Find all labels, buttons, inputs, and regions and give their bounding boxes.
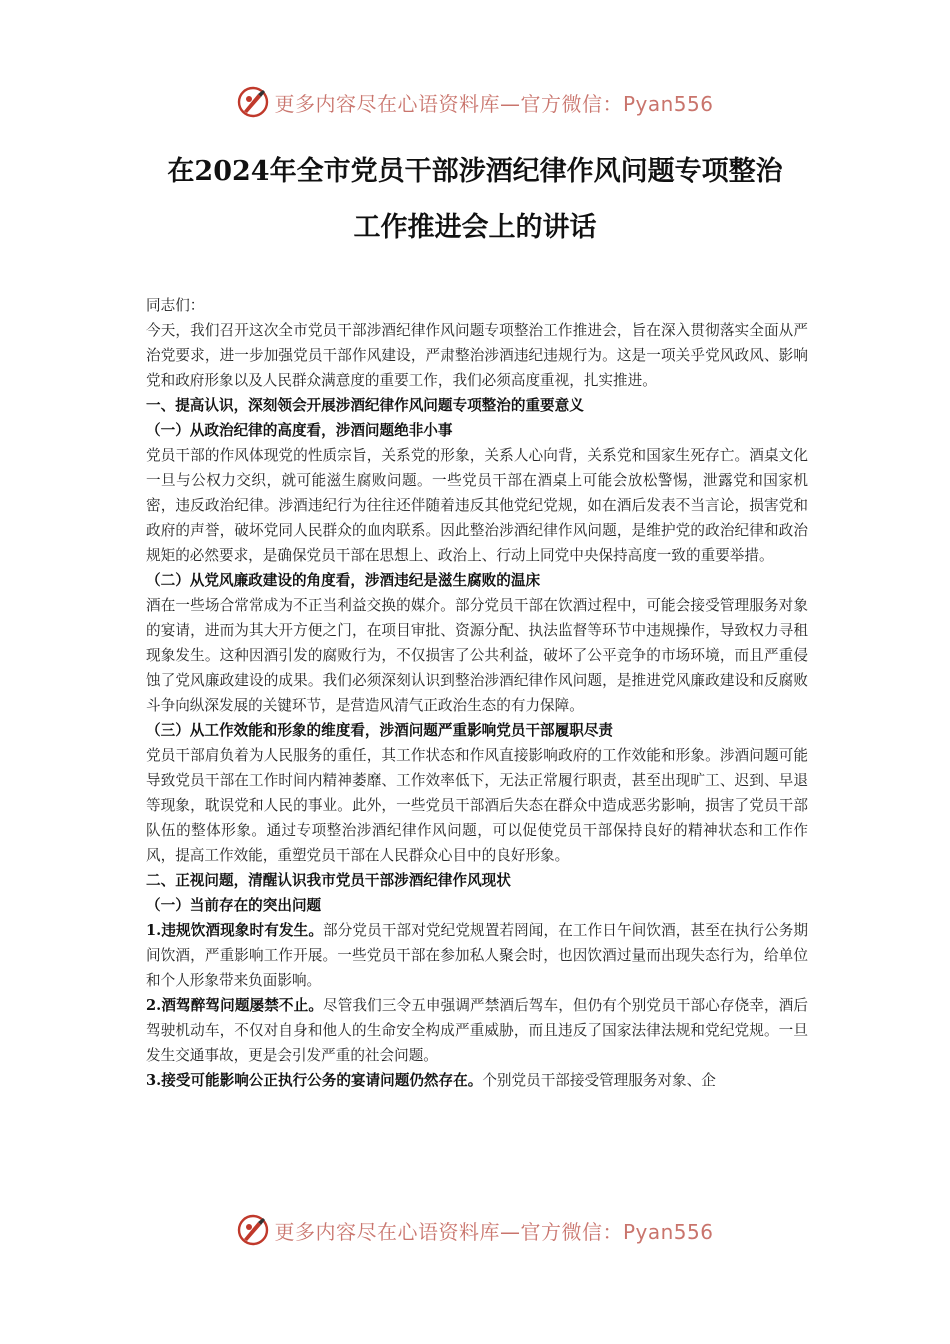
subheading-1-2: （二）从党风廉政建设的角度看，涉酒违纪是滋生腐败的温床 <box>146 572 541 589</box>
list-item-3-text: 个别党员干部接受管理服务对象、企 <box>482 1072 716 1089</box>
subheading-1-3: （三）从工作效能和形象的维度看，涉酒问题严重影响党员干部履职尽责 <box>146 722 614 739</box>
paragraph-1: 党员干部的作风体现党的性质宗旨，关系党的形象，关系人心向背，关系党和国家生死存亡。酒桌文化一旦与公权力交织，就可能滋生腐败问题。一些党员干部在酒桌上可能会放松警惕，泄露党和国家机密，违反政治纪律。涉酒违纪行为往往还伴随着违反其他党纪党规，如在酒后发表不当言论，损害党和政府的声誉，破坏党同人民群众的血肉联系。因此整治涉酒纪律作风问题，是维护党的政治纪律和政治规矩的必然要求，是确保党员干部在思想上、政治上、行动上同党中央保持高度一致的重要举措。 <box>146 447 808 564</box>
list-item-3-lead: 3.接受可能影响公正执行公务的宴请问题仍然存在。 <box>146 1072 483 1089</box>
section-heading-1: 一、提高认识，深刻领会开展涉酒纪律作风问题专项整治的重要意义 <box>146 397 584 414</box>
greeting: 同志们： <box>146 297 205 314</box>
list-item-2-text: 尽管我们三令五申强调严禁酒后驾车，但仍有个别党员干部心存侥幸，酒后驾驶机动车，不仅对自身和他人的生命安全构成严重威胁，而且违反了国家法律法规和党纪党规。一旦发生交通事故，更是会引发严重的社会问题。 <box>146 997 808 1064</box>
title-line-2: 工作推进会上的讲话 <box>353 212 597 243</box>
subheading-2-1: （一）当前存在的突出问题 <box>146 897 322 914</box>
section-heading-2: 二、正视问题，清醒认识我市党员干部涉酒纪律作风现状 <box>146 872 511 889</box>
intro-paragraph: 今天，我们召开这次全市党员干部涉酒纪律作风问题专项整治工作推进会，旨在深入贯彻落实全面从严治党要求，进一步加强党员干部作风建设，严肃整治涉酒违纪违规行为。这是一项关乎党风政风、影响党和政府形象以及人民群众满意度的重要工作，我们必须高度重视，扎实推进。 <box>146 322 808 389</box>
banner-text: 更多内容尽在心语资料库—官方微信：Pyan556 <box>274 1219 714 1244</box>
paragraph-3: 党员干部肩负着为人民服务的重任，其工作状态和作风直接影响政府的工作效能和形象。涉酒问题可能导致党员干部在工作时间内精神萎靡、工作效率低下，无法正常履行职责，甚至出现旷工、迟到、早退等现象，耽误党和人民的事业。此外，一些党员干部酒后失态在群众中造成恶劣影响，损害了党员干部队伍的整体形象。通过专项整治涉酒纪律作风问题，可以促使党员干部保持良好的精神状态和工作作风，提高工作效能，重塑党员干部在人民群众心目中的良好形象。 <box>146 747 808 864</box>
list-item-3 <box>146 1068 808 1093</box>
paragraph-2: 酒在一些场合常常成为不正当利益交换的媒介。部分党员干部在饮酒过程中，可能会接受管理服务对象的宴请，进而为其大开方便之门，在项目审批、资源分配、执法监督等环节中违规操作，导致权力寻租现象发生。这种因酒引发的腐败行为，不仅损害了公共利益，破坏了公平竞争的市场环境，而且严重侵蚀了党风廉政建设的成果。我们必须深刻认识到整治涉酒纪律作风问题，是推进党风廉政建设和反腐败斗争向纵深发展的关键环节，是营造风清气正政治生态的有力保障。 <box>146 597 808 714</box>
list-item-1 <box>146 918 808 993</box>
logo-icon <box>236 85 270 119</box>
footer-banner <box>0 1210 950 1250</box>
list-item-1-text: 部分党员干部对党纪党规置若罔闻，在工作日午间饮酒，甚至在执行公务期间饮酒，严重影响工作开展。一些党员干部在参加私人聚会时，也因饮酒过量而出现失态行为，给单位和个人形象带来负面影响。 <box>146 922 808 989</box>
subheading-1-1: （一）从政治纪律的高度看，涉酒问题绝非小事 <box>146 422 453 439</box>
document-title <box>100 144 850 256</box>
banner-text: 更多内容尽在心语资料库—官方微信：Pyan556 <box>274 91 714 116</box>
list-item-1-lead: 1.违规饮酒现象时有发生。 <box>146 922 324 939</box>
header-banner <box>0 82 950 122</box>
list-item-2-lead: 2.酒驾醉驾问题屡禁不止。 <box>146 997 324 1014</box>
logo-icon <box>236 1213 270 1247</box>
document-body <box>146 293 808 1093</box>
list-item-2 <box>146 993 808 1068</box>
title-line-1: 在2024年全市党员干部涉酒纪律作风问题专项整治 <box>167 156 783 187</box>
